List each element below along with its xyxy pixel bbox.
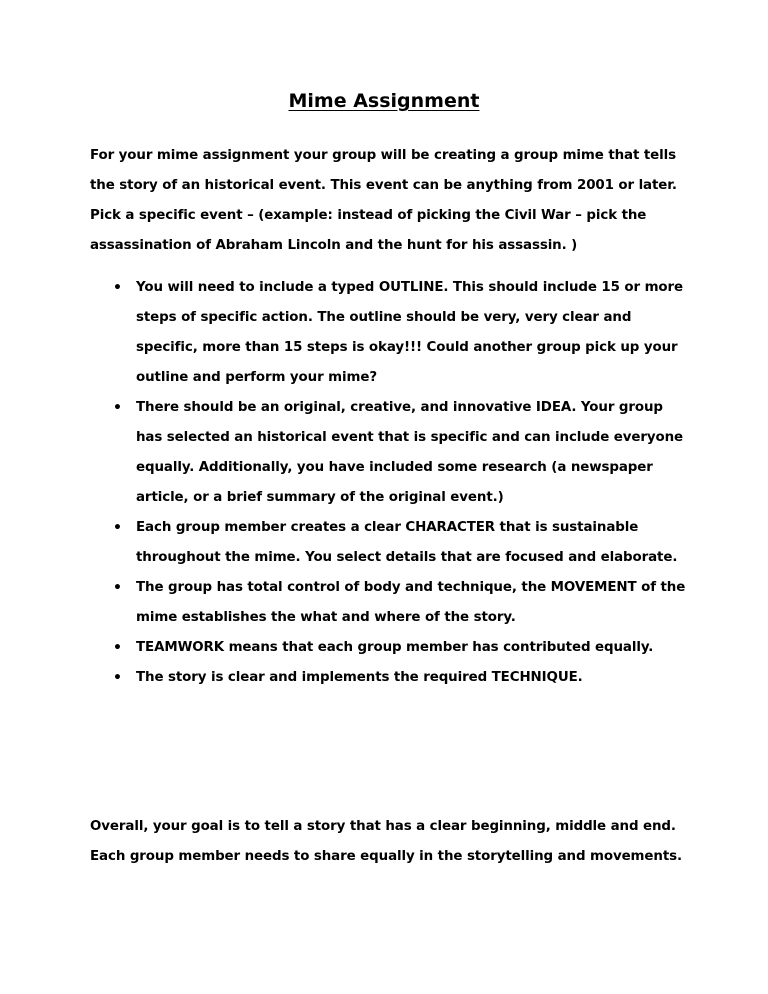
- list-item: • Each group member creates a clear CHARACTER that is sustainable throughout the mime. You select details that are focused and elaborate.: [90, 513, 690, 573]
- list-item: • There should be an original, creative, and innovative IDEA. Your group has selected an historical event that is specific and can include everyone equally. Additionally, you have included some research (a newspaper article, or a brief summary of the original event.): [90, 393, 690, 513]
- list-item: • The story is clear and implements the required TECHNIQUE.: [90, 663, 690, 693]
- list-item: • The group has total control of body and technique, the MOVEMENT of the mime establishes the what and where of the story.: [90, 573, 690, 633]
- requirements-list: [90, 273, 690, 693]
- page-title: Mime Assignment: [288, 90, 480, 112]
- list-item: • TEAMWORK means that each group member has contributed equally.: [90, 633, 690, 663]
- closing-paragraph: Overall, your goal is to tell a story that has a clear beginning, middle and end. Each group member needs to share equally in the storytelling and movements.: [90, 819, 682, 864]
- intro-paragraph: For your mime assignment your group will be creating a group mime that tells the story of an historical event. This event can be anything from 2001 or later. Pick a specific event – (example: instead of picking the Civil War – pick the assassination of Abraham Lincoln and the hunt for his assassin. ): [90, 148, 677, 253]
- list-item: • You will need to include a typed OUTLINE. This should include 15 or more steps of specific action. The outline should be very, very clear and specific, more than 15 steps is okay!!! Could another group pick up your outline and perform your mime?: [90, 273, 690, 393]
